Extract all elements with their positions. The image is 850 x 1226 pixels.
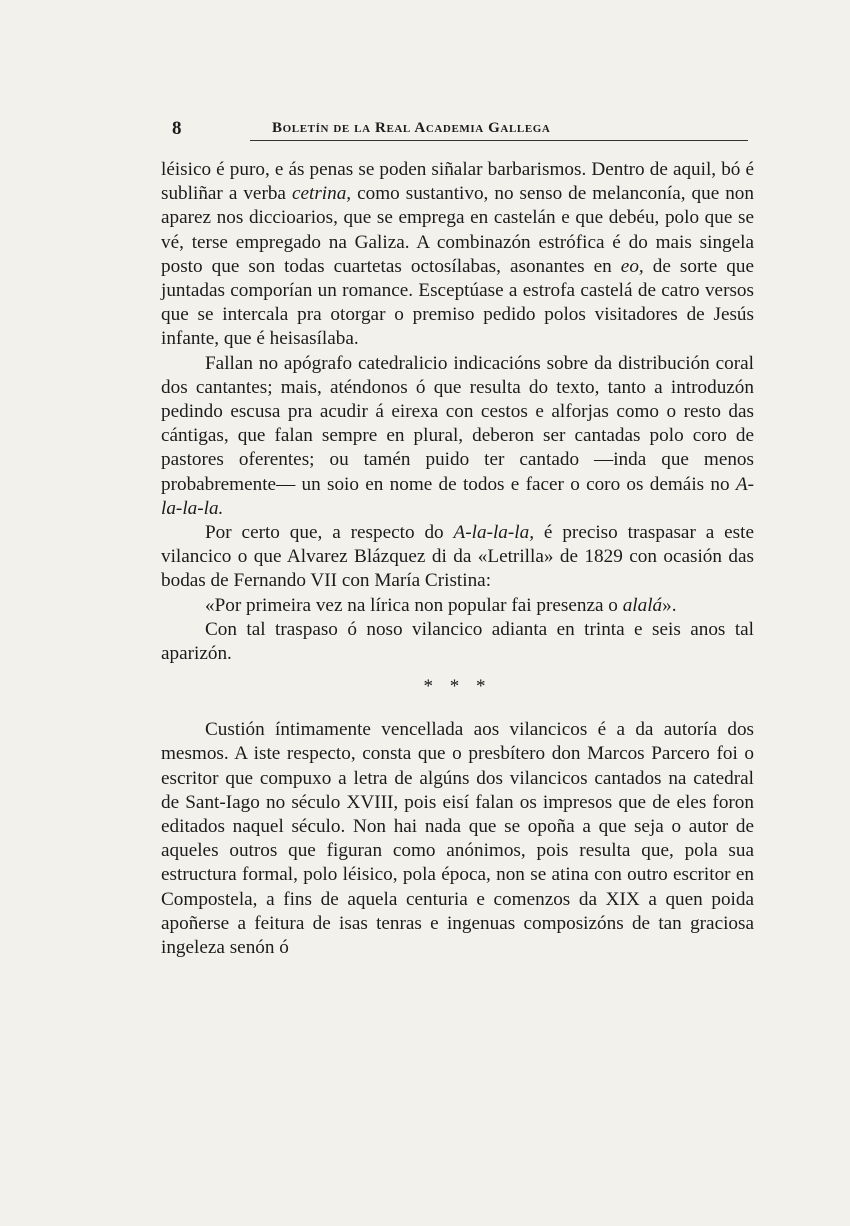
page-number: 8 [172,118,182,139]
running-head-title: Boletín de la Real Academia Gallega [272,120,551,136]
paragraph-2: Fallan no apógrafo catedralicio indicacións sobre da distribución coral dos cantantes; mais, aténdonos ó que resulta do texto, tanto a introduzón pedindo escusa pra acudir á eirexa con cestos e alforjas como o resto das cántigas, que falan sempre en plural, deberon ser cantadas polo coro de pastores oferentes; ou tamén puido ter cantado —inda que menos probabremente— un soio en nome de todos e facer o coro os demáis no A-la-la-la. [161,352,754,519]
header-rule [250,140,748,141]
paragraph-3: Por certo que, a respecto do A-la-la-la, é preciso traspasar a este vilancico o que Alvarez Blázquez di da «Letrilla» de 1829 con ocasión das bodas de Fernando VII con María Cristina: [161,522,754,592]
section-break: * * * [423,676,492,698]
body-text [161,158,754,960]
running-header [170,118,750,140]
quotation: «Por primeira vez na lírica non popular fai presenza o alalá». [205,594,677,616]
paragraph-6: Custión íntimamente vencellada aos vilancicos é a da autoría dos mesmos. A iste respecto, consta que o presbítero don Marcos Parcero foi o escritor que compuxo a letra de algúns dos vilancicos cantados na catedral de Sant-Iago no século XVIII, pois eisí falan os impresos que de eles foron editados naquel século. Non hai nada que se opoña a que seja o autor de aqueles outros que figuran como anónimos, pois resulta que, pola sua estructura formal, polo léisico, pola época, non se atina con outro escritor en Compostela, a fins de aquela centuria e comenzos da XIX a quen poida apoñerse a feitura de isas tenras e ingenuas composizóns de tan graciosa ingeleza senón ó [161,719,754,959]
paragraph-5: Con tal traspaso ó noso vilancico adianta en trinta e seis anos tal aparizón. [161,618,754,665]
paragraph-1: léisico é puro, e ás penas se poden siñalar barbarismos. Dentro de aquil, bó é subliñar a verba cetrina, como sustantivo, no senso de melanconía, que non aparez nos diccioarios, que se emprega en castelán e que debéu, polo que se vé, terse empregado na Galiza. A combinazón estrófica é do mais singela posto que son todas cuartetas octosílabas, asonantes en eo, de sorte que juntadas comporían un romance. Esceptúase a estrofa castelá de catro versos que se intercala pra otorgar o premiso pedido polos visitadores de Jesús infante, que é heisasílaba. [161,159,755,350]
